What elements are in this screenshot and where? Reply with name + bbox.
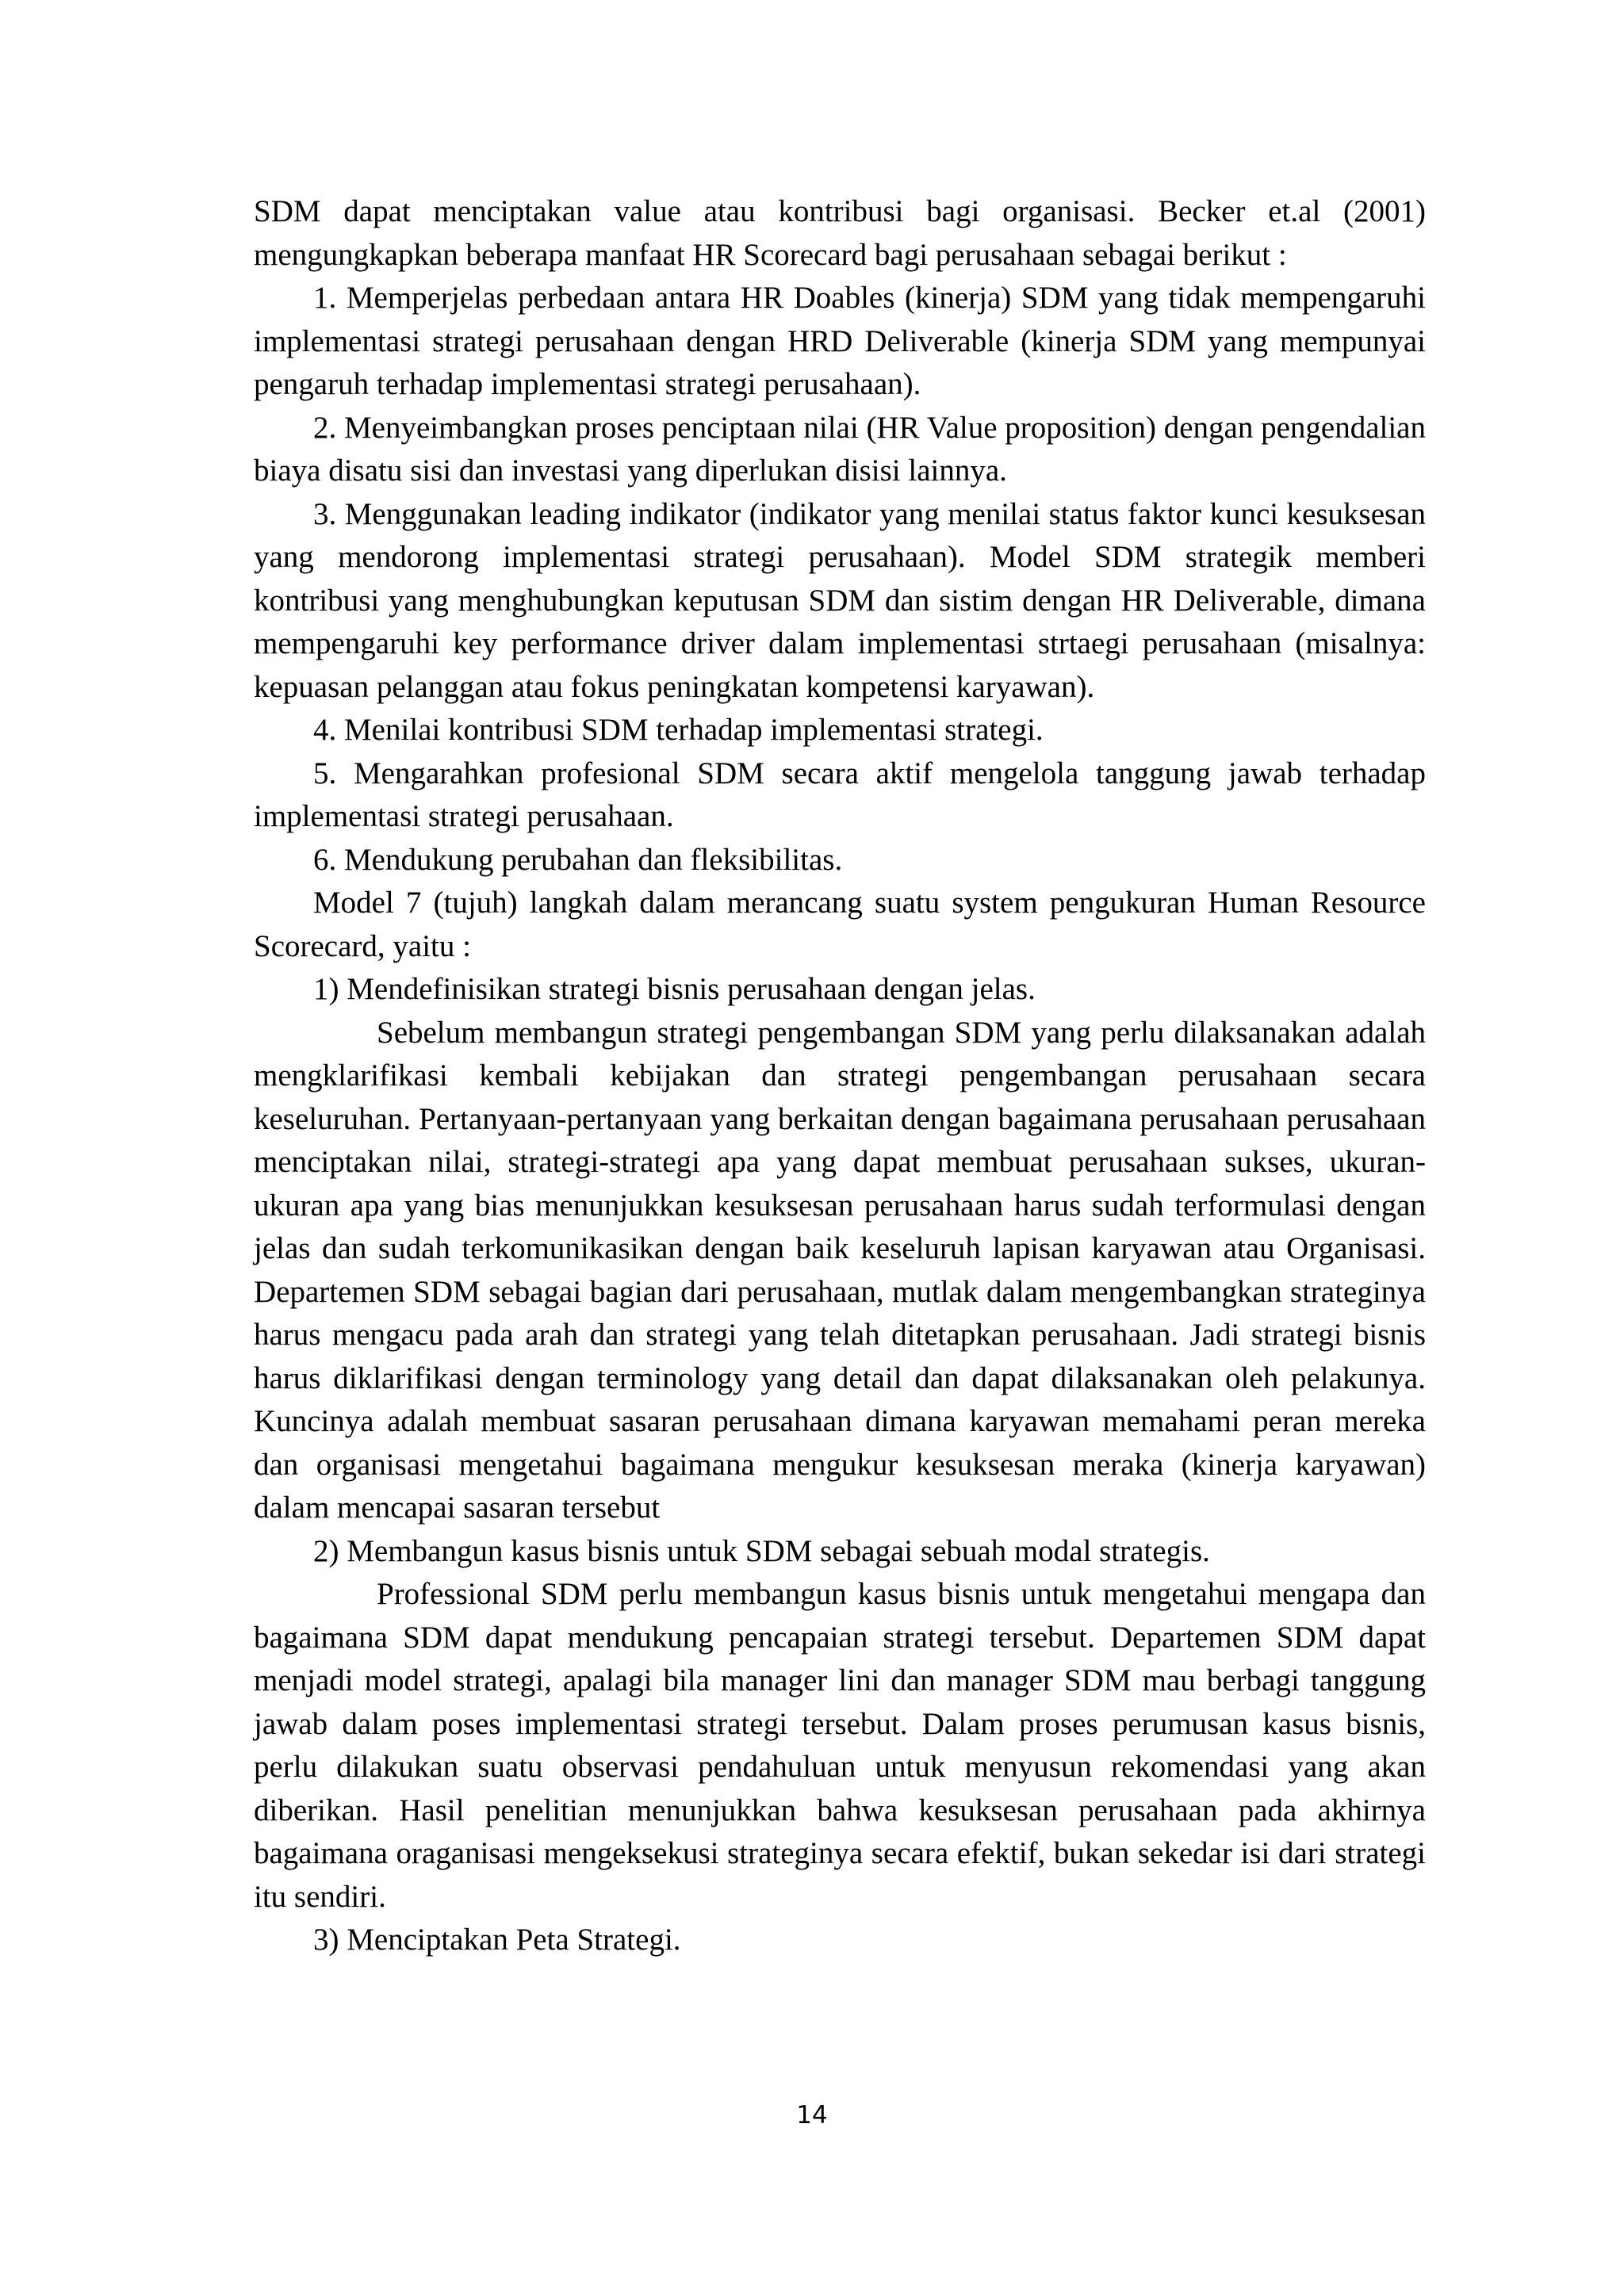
benefit-item-1: 1. Memperjelas perbedaan antara HR Doables (kinerja) SDM yang tidak mempengaruhi implementasi strategi perusahaan dengan HRD Deliverable (kinerja SDM yang mempunyai pengaruh terhadap implementasi strategi perusahaan). [254,281,1426,401]
step-heading-2: 2) Membangun kasus bisnis untuk SDM sebagai sebuah modal strategis. [313,1533,1210,1568]
benefit-item-3: 3. Menggunakan leading indikator (indikator yang menilai status faktor kunci kesuksesan yang mendorong implementasi strategi perusahaan). Model SDM strategik memberi kontribusi yang menghubungkan keputusan SDM dan sistim dengan HR Deliverable, dimana mempengaruhi key performance driver dalam implementasi strtaegi perusahaan (misalnya: kepuasan pelanggan atau fokus peningkatan kompetensi karyawan). [254,496,1426,704]
body-paragraph: SDM dapat menciptakan value atau kontribusi bagi organisasi. Becker et.al (2001) mengungkapkan beberapa manfaat HR Scorecard bagi perusahaan sebagai berikut : [254,194,1426,272]
step-paragraph-1: Sebelum membangun strategi pengembangan SDM yang perlu dilaksanakan adalah mengklarifikasi kembali kebijakan dan strategi pengembangan perusahaan secara keseluruhan. Pertanyaan-pertanyaan yang berkaitan dengan bagaimana perusahaan perusahaan menciptakan nilai, strategi-strategi apa yang dapat membuat perusahaan sukses, ukuran-ukuran apa yang bias menunjukkan kesuksesan perusahaan harus sudah terformulasi dengan jelas dan sudah terkomunikasikan dengan baik keseluruh lapisan karyawan atau Organisasi. Departemen SDM sebagai bagian dari perusahaan, mutlak dalam mengembangkan strateginya harus mengacu pada arah dan strategi yang telah ditetapkan perusahaan. Jadi strategi bisnis harus diklarifikasi dengan terminology yang detail dan dapat dilaksanakan oleh pelakunya. Kuncinya adalah membuat sasaran perusahaan dimana karyawan memahami peran mereka dan organisasi mengetahui bagaimana mengukur kesuksesan meraka (kinerja karyawan) dalam mencapai sasaran tersebut [254,1015,1426,1525]
model-intro-paragraph: Model 7 (tujuh) langkah dalam merancang suatu system pengukuran Human Resource Scorecard, yaitu : [254,886,1426,963]
benefit-item-6: 6. Mendukung perubahan dan fleksibilitas. [313,842,843,877]
step-heading-1: 1) Mendefinisikan strategi bisnis perusahaan dengan jelas. [313,972,1036,1006]
page-number: 14 [796,2101,828,2130]
step-paragraph-2: Professional SDM perlu membangun kasus bisnis untuk mengetahui mengapa dan bagaimana SDM dapat mendukung pencapaian strategi tersebut. Departemen SDM dapat menjadi model strategi, apalagi bila manager lini dan manager SDM mau berbagi tanggung jawab dalam poses implementasi strategi tersebut. Dalam proses perumusan kasus bisnis, perlu dilakukan suatu observasi pendahuluan untuk menyusun rekomendasi yang akan diberikan. Hasil penelitian menunjukkan bahwa kesuksesan perusahaan pada akhirnya bagaimana oraganisasi mengeksekusi strateginya secara efektif, bukan sekedar isi dari strategi itu sendiri. [254,1577,1426,1914]
benefit-item-5: 5. Mengarahkan profesional SDM secara aktif mengelola tanggung jawab terhadap implementasi strategi perusahaan. [254,756,1426,833]
benefit-item-4: 4. Menilai kontribusi SDM terhadap implementasi strategi. [313,713,1044,747]
benefit-item-2: 2. Menyeimbangkan proses penciptaan nilai (HR Value proposition) dengan pengendalian biaya disatu sisi dan investasi yang diperlukan disisi lainnya. [254,410,1426,488]
step-heading-3: 3) Menciptakan Peta Strategi. [313,1923,681,1957]
document-body [254,190,1426,1962]
